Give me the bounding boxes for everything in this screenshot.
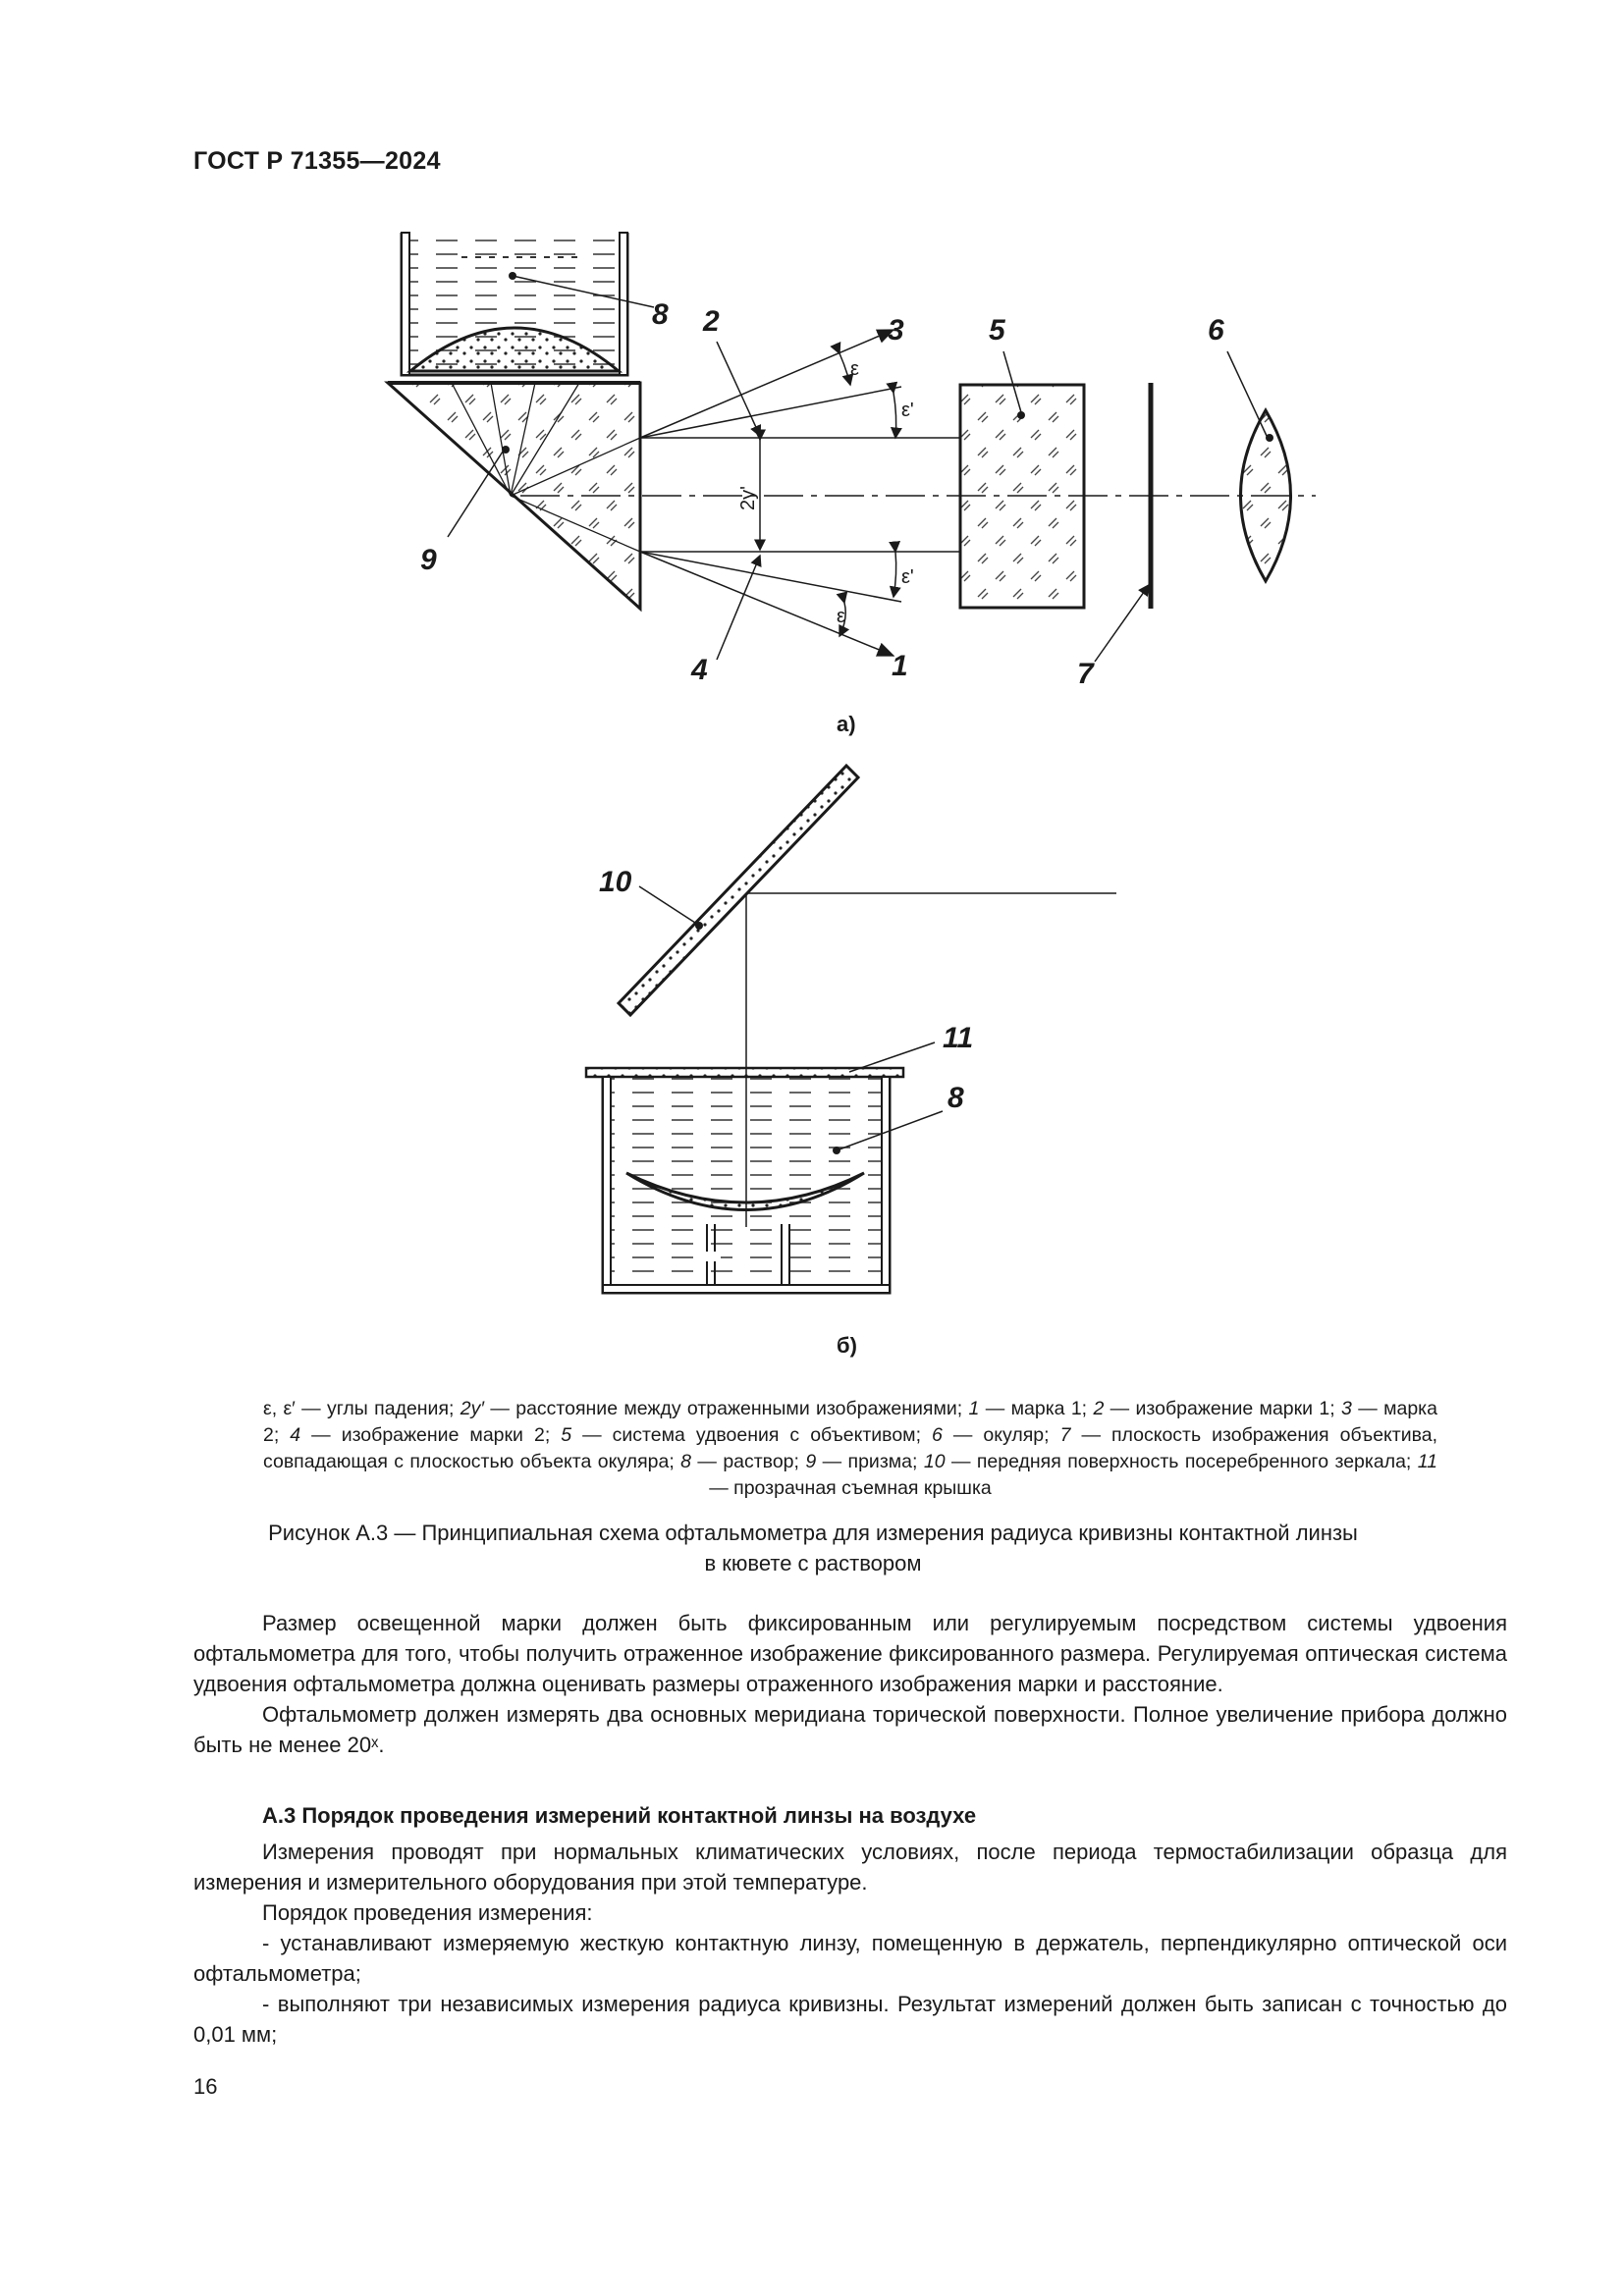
figure-a (388, 233, 1316, 690)
figure-legend: ε, ε′ — углы падения; 2y′ — расстояние между отраженными изображениями; 1 — марка 1; 2 — изображение марки 1; 3 — марка 2; 4 — изображение марки 2; 5 — система удвоения с объективом; 6 — окуляр; 7 — плоскость изображения объектива, совпадающая с плоскостью объекта окуляра; 8 — раствор; 9 — призма; 10 — передняя поверхность посеребренного зеркала; 11 — прозрачная съемная крышка (263, 1398, 1438, 1499)
label-6: 6 (1208, 314, 1224, 347)
label-3: 3 (888, 314, 904, 347)
label-epsp-top: ε' (901, 400, 914, 421)
cuvette-top (402, 233, 627, 375)
paragraph-1: Размер освещенной марки должен быть фиксированным или регулируемым посредством системы удвоения офтальмометра для того, чтобы получить отраженное изображение фиксированного размера. Регулируемая оптическая система удвоения офтальмометра должна оценивать размеры отраженного изображения марки и расстояние. (193, 1611, 1507, 1696)
subfigure-a-label: а) (837, 712, 856, 736)
paragraph-6: - выполняют три независимых измерения радиуса кривизны. Результат измерений должен быть записан с точностью до 0,01 мм; (193, 1992, 1507, 2047)
label-9: 9 (420, 544, 437, 576)
label-4: 4 (691, 654, 708, 686)
figure-caption: Рисунок А.3 — Принципиальная схема офтальмометра для измерения радиуса кривизны контактной линзы в кювете с раствором (268, 1521, 1358, 1575)
label-2: 2 (703, 305, 720, 338)
paragraph-2: Офтальмометр должен измерять два основных меридиана торической поверхности. Полное увеличение прибора должно быть не менее 20ˣ. (193, 1702, 1507, 1757)
page-number: 16 (193, 2074, 218, 2099)
label-2y: 2y' (737, 486, 759, 510)
label-1: 1 (892, 650, 908, 682)
paragraph-5: - устанавливают измеряемую жесткую контактную линзу, помещенную в держатель, перпендикулярно оптической оси офтальмометра; (193, 1931, 1507, 1986)
section-heading: А.3 Порядок проведения измерений контактной линзы на воздухе (262, 1803, 977, 1828)
label-eps-top: ε (850, 358, 859, 380)
label-8b: 8 (947, 1082, 964, 1114)
document-header: ГОСТ Р 71355—2024 (193, 147, 441, 175)
label-5: 5 (989, 314, 1005, 347)
figure-b (586, 766, 1116, 1293)
body-text (193, 1608, 1507, 1760)
section-a3 (193, 1800, 1507, 2050)
label-10: 10 (599, 866, 632, 898)
paragraph-3: Измерения проводят при нормальных климатических условиях, после периода термостабилизации образца для измерения и измерительного оборудования при этой температуре. (193, 1840, 1507, 1895)
label-11: 11 (943, 1022, 974, 1054)
label-7: 7 (1077, 658, 1094, 690)
label-eps-bottom: ε (837, 606, 845, 627)
label-8a: 8 (652, 298, 669, 331)
label-epsp-bottom: ε' (901, 566, 914, 588)
subfigure-b-label: б) (837, 1333, 857, 1358)
paragraph-4: Порядок проведения измерения: (262, 1900, 593, 1925)
